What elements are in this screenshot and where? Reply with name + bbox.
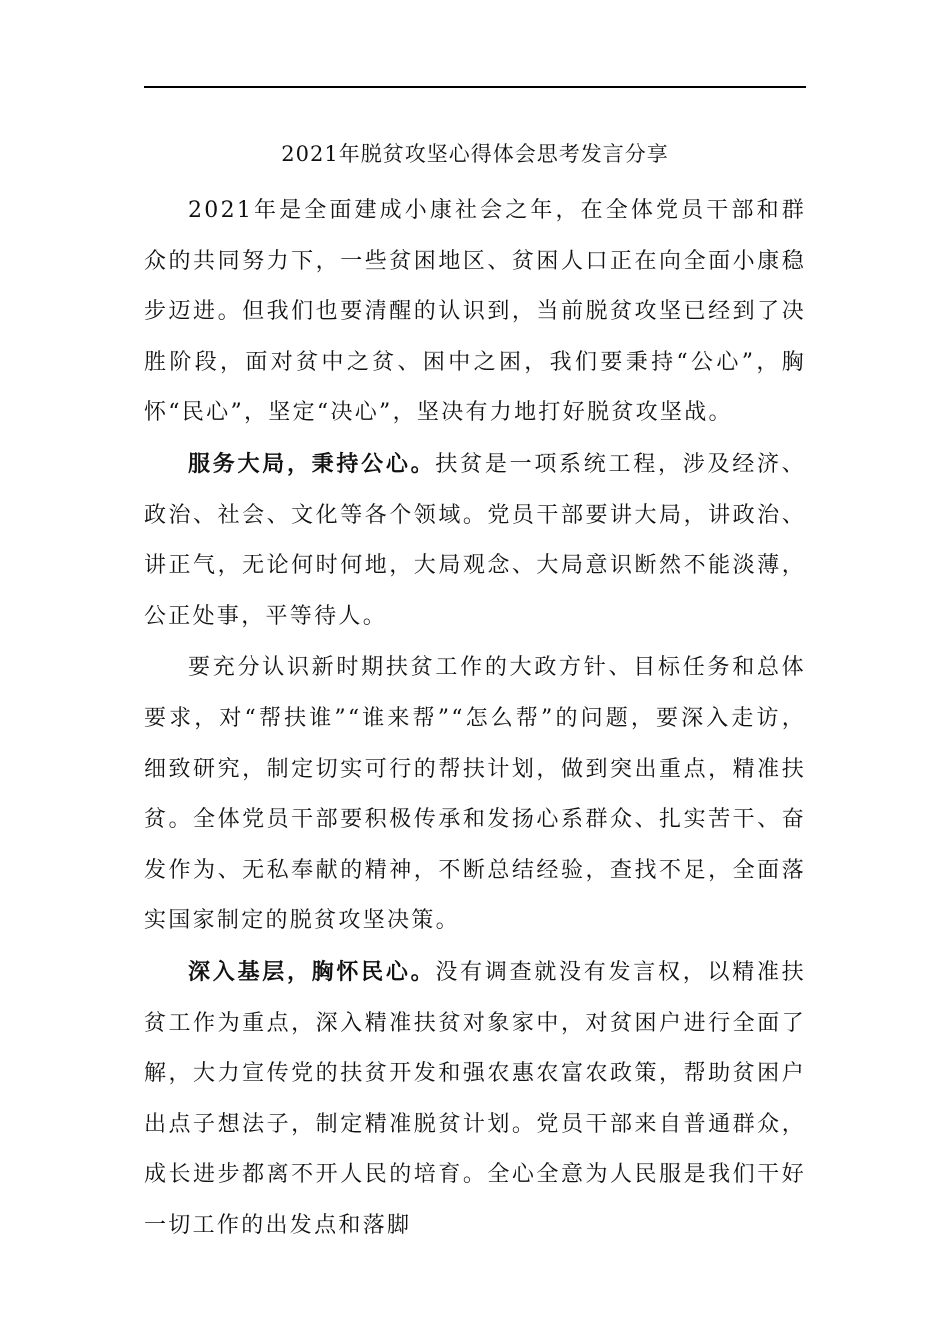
document-body (144, 185, 806, 1251)
paragraph-text: 没有调查就没有发言权，以精准扶贫工作为重点，深入精准扶贫对象家中，对贫困户进行全面了解，大力宣传党的扶贫开发和强农惠农富农政策，帮助贫困户出点子想法子，制定精准脱贫计划。党员干部来自普通群众，成长进步都离不开人民的培育。全心全意为人民服是我们干好一切工作的出发点和落脚 (144, 959, 806, 1238)
paragraph-text: 要充分认识新时期扶贫工作的大政方针、目标任务和总体要求，对“帮扶谁”“谁来帮”“怎么帮”的问题，要深入走访，细致研究，制定切实可行的帮扶计划，做到突出重点，精准扶贫。全体党员干部要积极传承和发扬心系群众、扎实苦干、奋发作为、无私奉献的精神，不断总结经验，查找不足，全面落实国家制定的脱贫攻坚决策。 (144, 655, 806, 934)
header-rule (144, 86, 806, 88)
paragraph-grassroots (144, 947, 806, 1252)
paragraph-serve-overall (144, 439, 806, 642)
paragraph-lead: 深入基层，胸怀民心。 (188, 958, 436, 985)
paragraph-text: 扶贫是一项系统工程，涉及经济、政治、社会、文化等各个领域。党员干部要讲大局，讲政治、讲正气，无论何时何地，大局观念、大局意识断然不能淡薄，公正处事，平等待人。 (144, 451, 806, 629)
paragraph-policy-understanding (144, 642, 806, 947)
paragraph-intro (144, 185, 806, 439)
document-title: 2021年脱贫攻坚心得体会思考发言分享 (281, 142, 669, 166)
paragraph-lead: 服务大局，秉持公心。 (188, 450, 436, 477)
paragraph-text: 2021年是全面建成小康社会之年，在全体党员干部和群众的共同努力下，一些贫困地区、贫困人口正在向全面小康稳步迈进。但我们也要清醒的认识到，当前脱贫攻坚已经到了决胜阶段，面对贫中之贫、困中之困，我们要秉持“公心”，胸怀“民心”，坚定“决心”，坚决有力地打好脱贫攻坚战。 (144, 198, 806, 426)
